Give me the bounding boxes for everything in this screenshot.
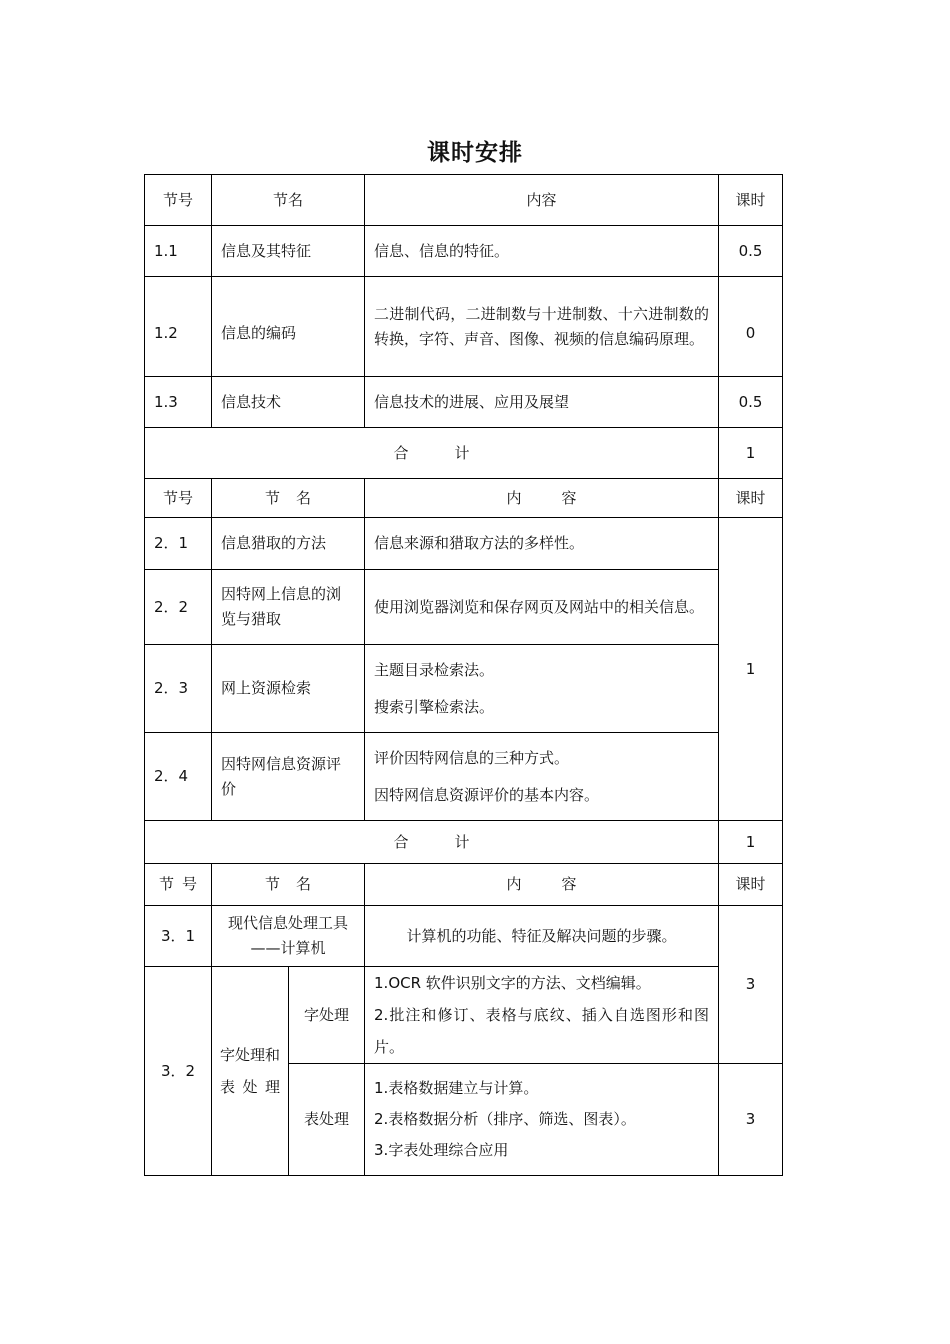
total-row xyxy=(145,428,783,479)
schedule-table xyxy=(144,174,783,1176)
header-name-b: 名 xyxy=(296,488,312,507)
table-row xyxy=(145,906,783,967)
table-row xyxy=(145,570,783,645)
row-num: 2．4 xyxy=(145,733,212,821)
total-label-a: 合 xyxy=(393,832,409,851)
row-hours: 0.5 xyxy=(719,226,783,277)
row-content: 使用浏览器浏览和保存网页及网站中的相关信息。 xyxy=(365,570,719,645)
row-num: 2．1 xyxy=(145,518,212,570)
row-content: 信息来源和猎取方法的多样性。 xyxy=(365,518,719,570)
table-row xyxy=(145,967,783,1064)
content-line: 2.表格数据分析（排序、筛选、图表）。 xyxy=(374,1110,636,1128)
row-num: 3．2 xyxy=(145,967,212,1176)
header-content: 内容 xyxy=(365,175,719,226)
header-content-a: 内 xyxy=(506,875,522,893)
row-name: 网上资源检索 xyxy=(212,645,365,733)
row-num: 1.2 xyxy=(145,277,212,377)
table-row xyxy=(145,518,783,570)
row-hours: 0 xyxy=(719,277,783,377)
table-row xyxy=(145,277,783,377)
table-row xyxy=(145,377,783,428)
header-num-b: 号 xyxy=(182,875,198,893)
page-title: 课时安排 xyxy=(427,140,523,166)
header-content-a: 内 xyxy=(506,488,522,507)
row-hours: 0.5 xyxy=(719,377,783,428)
row-name: 信息猎取的方法 xyxy=(212,518,365,570)
row-name-line: 现代信息处理工具 xyxy=(228,914,349,932)
sub-name: 表处理 xyxy=(289,1064,365,1176)
row-name: 因特网上信息的浏览与猎取 xyxy=(212,570,365,645)
row-content xyxy=(365,733,719,821)
header-name-b: 名 xyxy=(296,875,312,893)
row-num: 2．2 xyxy=(145,570,212,645)
header-hours: 课时 xyxy=(719,864,783,906)
row-group-name: 字处理和表处理 xyxy=(212,967,289,1176)
section-hours: 1 xyxy=(719,518,783,821)
row-name xyxy=(212,906,365,967)
row-num: 1.1 xyxy=(145,226,212,277)
row-name: 信息技术 xyxy=(212,377,365,428)
total-hours: 1 xyxy=(719,821,783,864)
row-name: 信息的编码 xyxy=(212,277,365,377)
row-content xyxy=(365,967,719,1064)
total-label-b: 计 xyxy=(454,832,470,851)
row-name-line: ——计算机 xyxy=(250,939,326,957)
row-content xyxy=(365,645,719,733)
header-name-a: 节 xyxy=(264,488,280,507)
row-hours: 3 xyxy=(719,1064,783,1176)
total-label xyxy=(145,821,719,864)
row-name: 因特网信息资源评价 xyxy=(212,733,365,821)
row-num: 3．1 xyxy=(145,906,212,967)
header-name: 节名 xyxy=(212,175,365,226)
header-num-a: 节 xyxy=(158,875,174,893)
total-label-b: 计 xyxy=(454,443,470,462)
content-line: 1.OCR 软件识别文字的方法、文档编辑。 xyxy=(374,974,651,992)
table-row xyxy=(145,645,783,733)
row-name: 信息及其特征 xyxy=(212,226,365,277)
header-num xyxy=(145,864,212,906)
row-num: 1.3 xyxy=(145,377,212,428)
content-line: 因特网信息资源评价的基本内容。 xyxy=(374,785,600,804)
header-hours: 课时 xyxy=(719,479,783,518)
header-content-b: 容 xyxy=(561,875,577,893)
header-content xyxy=(365,479,719,518)
total-label-a: 合 xyxy=(393,443,409,462)
total-hours: 1 xyxy=(719,428,783,479)
row-content xyxy=(365,1064,719,1176)
table-header-row xyxy=(145,864,783,906)
header-num: 节号 xyxy=(145,175,212,226)
content-line: 评价因特网信息的三种方式。 xyxy=(374,748,570,767)
table-row xyxy=(145,733,783,821)
table-row xyxy=(145,226,783,277)
header-content-b: 容 xyxy=(561,488,577,507)
content-line: 1.表格数据建立与计算。 xyxy=(374,1079,539,1097)
section-hours: 3 xyxy=(719,906,783,1064)
total-row xyxy=(145,821,783,864)
header-name-a: 节 xyxy=(264,875,280,893)
row-content: 计算机的功能、特征及解决问题的步骤。 xyxy=(365,906,719,967)
content-line: 2.批注和修订、表格与底纹、插入自选图形和图片。 xyxy=(374,1006,710,1056)
row-content: 信息技术的进展、应用及展望 xyxy=(365,377,719,428)
row-content: 信息、信息的特征。 xyxy=(365,226,719,277)
header-content xyxy=(365,864,719,906)
header-num: 节号 xyxy=(145,479,212,518)
content-line: 主题目录检索法。 xyxy=(374,660,495,679)
header-name xyxy=(212,864,365,906)
content-line: 搜索引擎检索法。 xyxy=(374,697,495,716)
content-line: 3.字表处理综合应用 xyxy=(374,1141,509,1159)
total-label xyxy=(145,428,719,479)
row-num: 2．3 xyxy=(145,645,212,733)
header-hours: 课时 xyxy=(719,175,783,226)
sub-name: 字处理 xyxy=(289,967,365,1064)
row-content: 二进制代码，二进制数与十进制数、十六进制数的转换，字符、声音、图像、视频的信息编码原理。 xyxy=(365,277,719,377)
header-name xyxy=(212,479,365,518)
table-header-row xyxy=(145,175,783,226)
table-header-row xyxy=(145,479,783,518)
